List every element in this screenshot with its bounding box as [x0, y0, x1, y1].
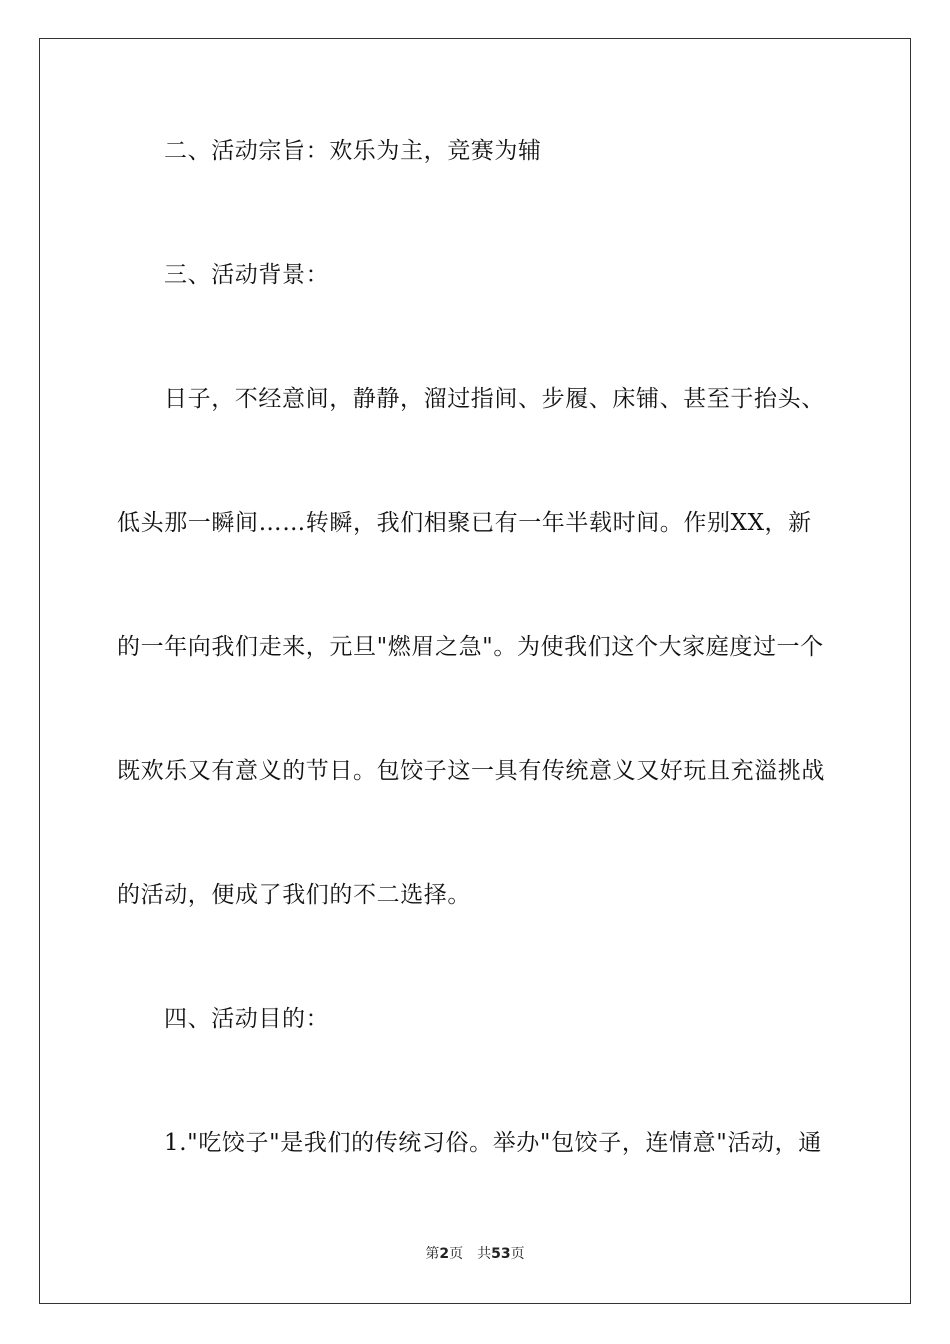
section-heading-purpose: 二、活动宗旨：欢乐为主，竞赛为辅 — [164, 138, 542, 164]
page-suffix: 页 — [449, 1246, 464, 1262]
paragraph-line: 的一年向我们走来，元旦"燃眉之急"。为使我们这个大家庭度过一个 — [117, 634, 824, 660]
section-heading-goal: 四、活动目的： — [164, 1006, 330, 1032]
page-border — [39, 38, 911, 1304]
paragraph-line: 的活动，便成了我们的不二选择。 — [117, 882, 471, 908]
list-item-line: 1."吃饺子"是我们的传统习俗。举办"包饺子，连情意"活动，通 — [164, 1130, 822, 1156]
page-prefix: 第 — [425, 1246, 440, 1262]
page-footer — [0, 1244, 950, 1264]
total-prefix: 共 — [477, 1246, 492, 1262]
total-suffix: 页 — [510, 1246, 525, 1262]
page-number: 2 — [439, 1246, 450, 1262]
total-pages: 53 — [491, 1246, 511, 1262]
paragraph-line: 既欢乐又有意义的节日。包饺子这一具有传统意义又好玩且充溢挑战 — [117, 758, 825, 784]
section-heading-background: 三、活动背景： — [164, 262, 330, 288]
paragraph-line: 低头那一瞬间……转瞬，我们相聚已有一年半载时间。作别XX，新 — [117, 510, 812, 536]
paragraph-line: 日子，不经意间，静静，溜过指间、步履、床铺、甚至于抬头、 — [164, 386, 825, 412]
